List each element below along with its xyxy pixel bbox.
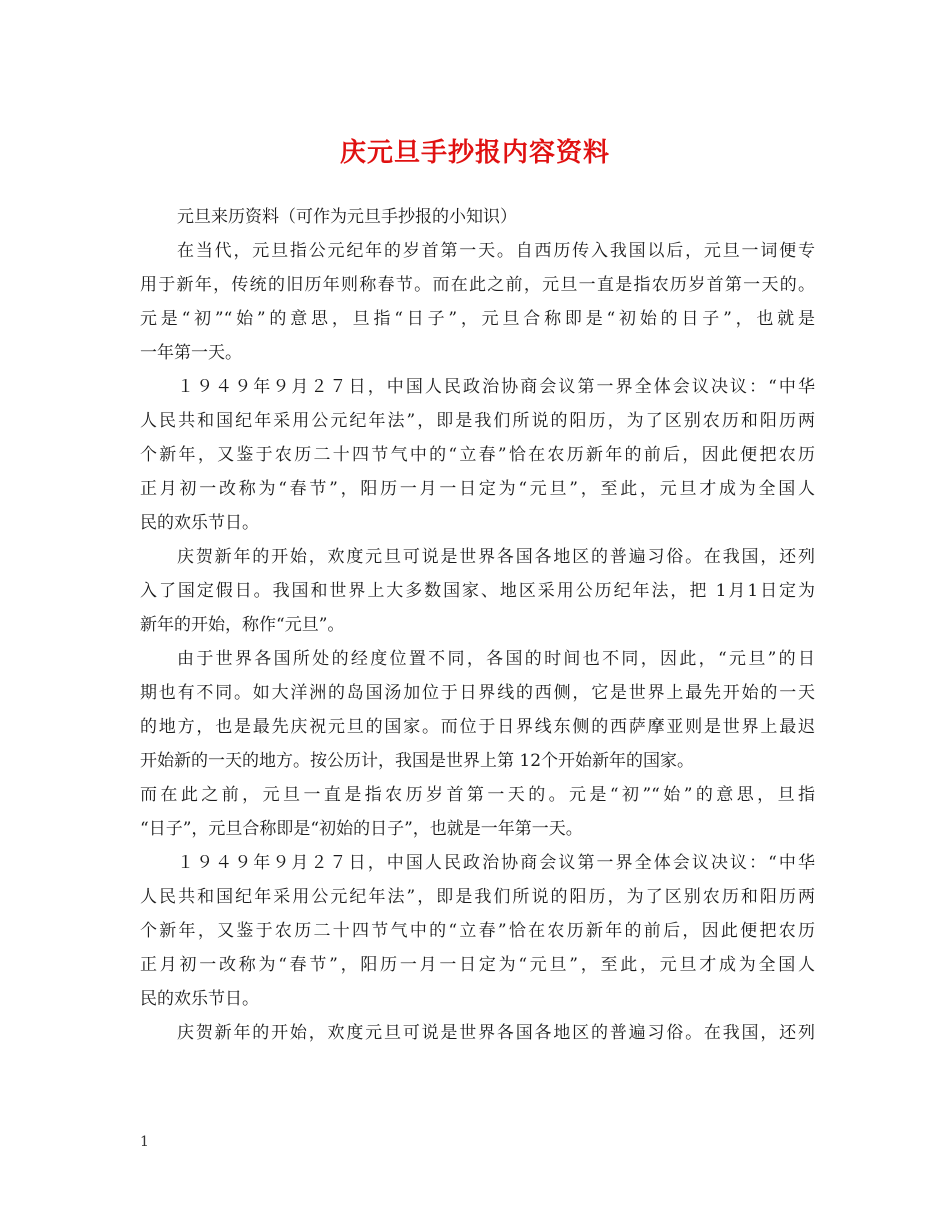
text-line: 用于新年，传统的旧历年则称春节。而在此之前，元旦一直是指农历岁首第一天的。 bbox=[140, 275, 815, 295]
text-line: １９４９年９月２７日，中国人民政治协商会议第一界全体会议决议：“中华 bbox=[177, 853, 815, 873]
text-line: １９４９年９月２７日，中国人民政治协商会议第一界全体会议决议：“中华 bbox=[177, 377, 815, 397]
document-body bbox=[140, 200, 815, 1050]
text-line: 入了国定假日。我国和世界上大多数国家、地区采用公历纪年法，把 1月1日定为 bbox=[140, 581, 815, 601]
text-line: 个新年，又鉴于农历二十四节气中的“立春”恰在农历新年的前后，因此便把农历 bbox=[140, 445, 815, 465]
text-line: 一年第一天。 bbox=[140, 343, 242, 363]
text-line: 正月初一改称为“春节”，阳历一月一日定为“元旦”，至此，元旦才成为全国人 bbox=[140, 955, 815, 975]
text-line: 庆贺新年的开始，欢度元旦可说是世界各国各地区的普遍习俗。在我国，还列 bbox=[177, 547, 815, 567]
text-line: “日子”，元旦合称即是“初始的日子”，也就是一年第一天。 bbox=[140, 819, 583, 839]
text-line: 元旦来历资料（可作为元旦手抄报的小知识） bbox=[177, 207, 517, 227]
text-line: 民的欢乐节日。 bbox=[140, 513, 259, 533]
text-line: 庆贺新年的开始，欢度元旦可说是世界各国各地区的普遍习俗。在我国，还列 bbox=[177, 1023, 815, 1043]
text-line: 个新年，又鉴于农历二十四节气中的“立春”恰在农历新年的前后，因此便把农历 bbox=[140, 921, 815, 941]
document-title: 庆元旦手抄报内容资料 bbox=[339, 138, 610, 168]
text-line: 由于世界各国所处的经度位置不同，各国的时间也不同，因此，“元旦”的日 bbox=[177, 649, 815, 669]
text-line: 的地方，也是最先庆祝元旦的国家。而位于日界线东侧的西萨摩亚则是世界上最迟 bbox=[140, 717, 815, 737]
text-line: 民的欢乐节日。 bbox=[140, 989, 259, 1009]
text-line: 而在此之前，元旦一直是指农历岁首第一天的。元是“初”“始”的意思，旦指 bbox=[140, 785, 815, 805]
text-line: 期也有不同。如大洋洲的岛国汤加位于日界线的西侧，它是世界上最先开始的一天 bbox=[140, 683, 815, 703]
text-line: 人民共和国纪年采用公元纪年法”，即是我们所说的阳历，为了区别农历和阳历两 bbox=[140, 411, 815, 431]
text-line: 人民共和国纪年采用公元纪年法”，即是我们所说的阳历，为了区别农历和阳历两 bbox=[140, 887, 815, 907]
page-number: 1 bbox=[140, 1134, 149, 1150]
text-line: 元是“初”“始”的意思，旦指“日子”，元旦合称即是“初始的日子”，也就是 bbox=[140, 309, 815, 329]
text-line: 正月初一改称为“春节”，阳历一月一日定为“元旦”，至此，元旦才成为全国人 bbox=[140, 479, 815, 499]
text-line: 在当代，元旦指公元纪年的岁首第一天。自西历传入我国以后，元旦一词便专 bbox=[177, 241, 815, 261]
text-line: 新年的开始，称作“元旦”。 bbox=[140, 615, 345, 635]
text-line: 开始新的一天的地方。按公历计，我国是世界上第 12个开始新年的国家。 bbox=[140, 751, 695, 771]
